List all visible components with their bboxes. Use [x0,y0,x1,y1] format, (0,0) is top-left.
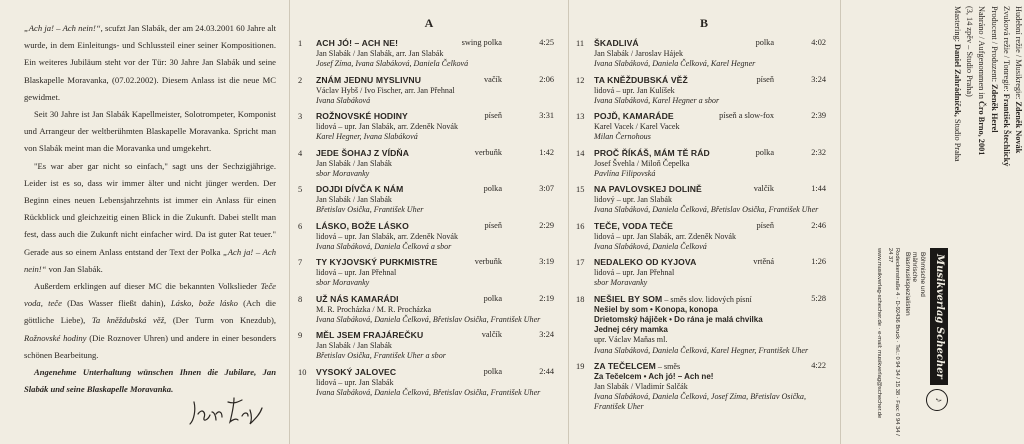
track-credit: upr. Václav Maňas ml. [594,335,668,345]
track-duration: 4:02 [811,38,826,47]
track-title-extra: – směs [655,361,681,371]
track-duration: 3:31 [539,111,554,120]
track-duration: 2:32 [811,147,826,157]
track-performers: Ivana Slabáková, Daniela Čelková [594,241,707,251]
credit-line-studio-note: (3, 14 zpěv – Studio Praha) [965,6,975,97]
medley-subtitle: Drietomský hájiček • Do rána je malá chvilka [594,314,763,324]
track-genre: verbuňk [474,257,502,266]
track-title: TA KNĚŽDUBSKÁ VĚŽ [594,74,688,85]
credit-line-music-director: Hudební režie / Musikregie: Zdeněk Novák [1014,6,1023,154]
track-genre: valčík [481,330,502,339]
track-performers: Ivana Slabáková, Daniela Čelková, Břetislav Osička, František Uher [316,314,541,324]
track-number: 5 [298,185,303,194]
track-title: NEDALEKO OD KYJOVA [594,257,697,267]
track-performers: sbor Moravanky [594,278,648,288]
track-title: TEČE, VODA TEČE [594,220,674,231]
track-row [570,38,838,70]
track-duration: 2:44 [539,366,554,376]
track-title: ZA TEČELCEM [594,360,656,371]
track-genre: píseň [484,220,502,230]
publisher-logo: Musikverlag Schecher [930,248,948,385]
liner-notes [0,0,290,444]
track-genre: vačík [484,74,502,84]
track-row [292,330,566,362]
medley-subtitle: Nešiel by som • Konopa, konopa [594,304,718,314]
track-row [292,75,566,107]
track-row [570,257,838,289]
track-number: 17 [576,258,585,267]
track-credit: lidová – upr. Jan Přehnal [316,268,397,278]
track-number: 13 [576,112,585,121]
fold-line-2 [568,0,569,444]
track-row [570,221,838,253]
track-row [292,184,566,216]
track-row [570,294,838,356]
track-row [292,111,566,143]
track-number: 6 [298,221,303,231]
track-performers: Ivana Slabáková [316,95,371,105]
track-number: 10 [298,367,307,377]
track-row [570,184,838,216]
track-number: 12 [576,75,585,85]
track-title: UŽ NÁS KAMARÁDI [316,293,399,304]
track-performers: sbor Moravanky [316,278,370,288]
track-title: ACH JÓ! – ACH NE! [316,38,399,48]
fold-line-3 [840,0,841,444]
track-title: JEDE ŠOHAJ Z VÍDŇA [316,147,410,158]
side-b-tracklist [570,0,838,444]
track-title: NEŠIEL BY SOM [594,293,663,304]
track-genre: polka [755,38,774,47]
track-row [570,361,838,413]
credit-line-producer: Producent / Produzent: Zdeněk Herel [989,6,999,133]
track-performers: Ivana Slabáková, Daniela Čelková, Karel Hegner, František Uher [594,345,809,355]
track-title: TY KYJOVSKÝ PURKMISTRE [316,257,438,267]
medley-subtitle: Jednej céry mamka [594,325,668,335]
publisher-address: Rodeckenstraße 4 · D-92436 Bruck · Tel.: 0 94 34 / 15 38 · Fax: 0 94 34 / 24 37 [887,248,901,436]
track-number: 3 [298,112,303,121]
track-genre: píseň [756,220,774,230]
track-row [292,221,566,253]
track-number: 18 [576,294,585,304]
track-duration: 2:39 [811,111,826,120]
track-number: 11 [576,39,585,48]
track-genre: polka [483,366,502,376]
track-credit: Josef Švehla / Miloň Čepelka [594,158,690,168]
credit-line-recorded: Nahráno / Aufgenommen in Čro Brno, 2001 [977,6,987,156]
track-duration: 3:07 [539,184,554,193]
track-duration: 3:24 [811,74,826,84]
track-row [292,148,566,180]
track-performers: Břetislav Osička, František Uher a sbor [316,351,446,361]
track-credit: M. R. Procházka / M. R. Procházka [316,304,432,314]
track-genre: píseň a slow-fox [719,111,774,120]
handwritten-signature [188,392,268,432]
track-title: POJĎ, KAMARÁDE [594,111,674,121]
track-title: ŠKADLIVÁ [594,38,639,48]
track-credit: lidová – upr. Jan Slabák, arr. Zdeněk Novák [316,231,459,241]
publisher-web: www.musikverlag-schecher.de · e-mail: musikverlag@schecher.de [876,248,883,419]
track-performers: Ivana Slabáková, Daniela Čelková, Břetislav Osička, František Uher [316,387,541,397]
track-number: 19 [576,361,585,371]
track-credit: lidová – upr. Jan Kulíšek [594,85,675,95]
track-credit: Karel Vacek / Karel Vacek [594,122,680,132]
notes-closing: Angenehme Unterhaltung wünschen Ihnen die Jubilare, Jan Slabák und seine Blaskapelle Moravanka. [24,367,276,395]
track-duration: 3:19 [539,257,554,266]
track-duration: 4:25 [539,38,554,47]
notes-paragraph-3: "Es war aber gar nicht so einfach," sagt uns der Sechzigjährige. Leider ist es so, dass wir immer älter und nicht jünger werden. Der Beginn eines neuen Lebensjahrzehnts ist immer ein Anlass für einen Rückblick und gleichzeitig einen Blick in die Zukunft. Dabei stellt man fest, dass auch die Zukunft nicht einfacher wird. Da ist guter Rat teuer." Gerade aus so einem Anlass entstand der Text der Polka „Ach ja! – Ach nein!“ von Jan Slabák. [24,160,276,274]
track-duration: 3:24 [539,330,554,339]
notes-paragraph-1: „Ach ja! – Ach nein!“, scufzt Jan Slabák, der am 24.03.2001 60 Jahre alt wurde, in dem Einleitungs- und Schlussteil einer seiner Kompositionen. Ein weiteres Jubiläum steht vor der Tür: 30 Jahre Jan Slabák und seine Blaskapelle Moravanka, (07.02.2002). Diesem Anlass ist die neue MC gewidmet. [24,23,276,102]
track-duration: 1:44 [811,184,826,193]
track-duration: 2:29 [539,220,554,230]
track-row [292,38,566,70]
track-performers: Josef Zíma, Ivana Slabáková, Daniela Čelková [316,59,469,69]
track-number: 2 [298,75,303,85]
medley-subtitle: Za Tečelcem • Ach jó! – Ach ne! [594,371,714,381]
track-duration: 5:28 [811,293,826,303]
track-number: 1 [298,39,303,48]
track-row [570,111,838,143]
track-performers: Ivana Slabáková, Daniela Čelková a sbor [316,241,452,251]
fold-line-1 [289,0,290,444]
track-number: 8 [298,294,303,304]
track-row [292,257,566,289]
track-credit: lidová – upr. Jan Slabák, arr. Zdeněk Novák [316,122,459,132]
track-credit: Jan Slabák / Jan Slabák [316,195,392,205]
track-duration: 2:19 [539,293,554,303]
track-credit: lidová – upr. Jan Slabák [316,377,394,387]
publisher-emblem-icon: ♪ [926,389,948,411]
track-genre: valčík [753,184,774,193]
track-row [570,75,838,107]
track-credit: Jan Slabák / Jaroslav Hájek [594,49,684,59]
track-genre: swing polka [461,38,502,47]
production-credits [951,6,1024,256]
track-title: VYSOKÝ JALOVEC [316,366,397,377]
track-genre: vrtěná [753,257,774,266]
track-performers: Ivana Slabáková, Daniela Čelková, Břetislav Osička, František Uher [594,205,819,215]
track-credit: Václav Hybš / Ivo Fischer, arr. Jan Přehnal [316,85,455,95]
track-row [292,367,566,399]
credit-line-mastering: Mastering: Daniel Zahrádníček, Studio Praha [952,6,962,162]
publisher-tagline: Böhmische und mährische Blasmusikspezialisten [904,252,926,316]
track-credit: Jan Slabák / Jan Slabák, arr. Jan Slabák [316,49,444,59]
track-number: 4 [298,148,303,158]
track-title-extra: – směs slov. lidových písní [662,294,752,304]
track-genre: polka [755,147,774,157]
track-credit: Jan Slabák / Jan Slabák [316,341,392,351]
side-a-heading: A [424,16,434,30]
track-number: 7 [298,258,303,267]
track-duration: 2:46 [811,220,826,230]
side-b-heading: B [699,16,708,30]
track-row [292,294,566,326]
track-number: 15 [576,185,585,194]
credit-line-sound-director: Zvuková režie / Tonregie: František Štechlický [1001,6,1011,167]
credits-spine [842,0,1024,444]
side-a-tracklist [292,0,566,444]
track-credit: lidová – upr. Jan Přehnal [594,268,675,278]
notes-paragraph-4: Außerdem erklingen auf dieser MC die bekannten Volkslieder Teče voda, teče (Das Wasser fließt dahin), Lásko, bože lásko (Ach die göttliche Liebe), Ta kněždubská věž, (Der Turm von Knezdub), Rožnovské hodiny (Die Roznover Uhren) und andere in einer besonders schönen Bearbeitung. [24,281,276,360]
track-genre: píseň [756,74,774,84]
track-performers: Milan Černohous [594,132,651,142]
track-genre: píseň [484,111,502,120]
track-duration: 1:26 [811,257,826,266]
track-performers: Karel Hegner, Ivana Slabáková [316,132,418,142]
track-title: MĚL JSEM FRAJÁREČKU [316,330,424,340]
notes-paragraph-2: Seit 30 Jahre ist Jan Slabák Kapellmeister, Solotrompeter, Komponist und Arrangeur der weltberühmten Blaskapelle Moravanka. Spricht man von Slabák meint man die Moravanka und umgekehrt. [24,109,276,154]
track-duration: 1:42 [539,147,554,157]
track-credit: Jan Slabák / Jan Slabák [316,158,392,168]
notes-lead-title: „Ach ja! – Ach nein!“ [24,23,101,33]
track-performers: Břetislav Osička, František Uher [316,205,424,215]
track-performers: Pavlína Filipovská [594,168,656,178]
track-credit: lidová – upr. Jan Slabák, arr. Zdeněk Novák [594,231,737,241]
track-genre: polka [483,184,502,193]
track-credit: Jan Slabák / Vladimír Salčák [594,382,688,392]
track-title: PROČ ŘÍKÁŠ, MÁM TĚ RÁD [594,147,710,158]
track-performers: Ivana Slabáková, Karel Hegner a sbor [594,95,720,105]
track-credit: lidový – upr. Jan Slabák [594,195,673,205]
track-duration: 2:06 [539,74,554,84]
track-performers: sbor Moravanky [316,168,370,178]
track-number: 14 [576,148,585,158]
track-title: NA PAVLOVSKEJ DOLINĚ [594,184,702,194]
track-performers: Ivana Slabáková, Daniela Čelková, Karel Hegner [594,59,756,69]
track-genre: verbuňk [474,147,502,157]
track-number: 16 [576,221,585,231]
track-title: LÁSKO, BOŽE LÁSKO [316,220,409,231]
track-performers: Ivana Slabáková, Daniela Čelková, Josef Zíma, Břetislav Osička, František Uher [594,392,806,412]
track-title: ROŽNOVSKÉ HODINY [316,111,408,121]
track-number: 9 [298,331,303,340]
track-title: DOJDI DÍVČA K NÁM [316,184,404,194]
track-title: ZNÁM JEDNU MYSLIVNU [316,74,422,85]
track-duration: 4:22 [811,360,826,370]
publisher-logo-block [875,248,948,438]
track-row [570,148,838,180]
track-genre: polka [483,293,502,303]
